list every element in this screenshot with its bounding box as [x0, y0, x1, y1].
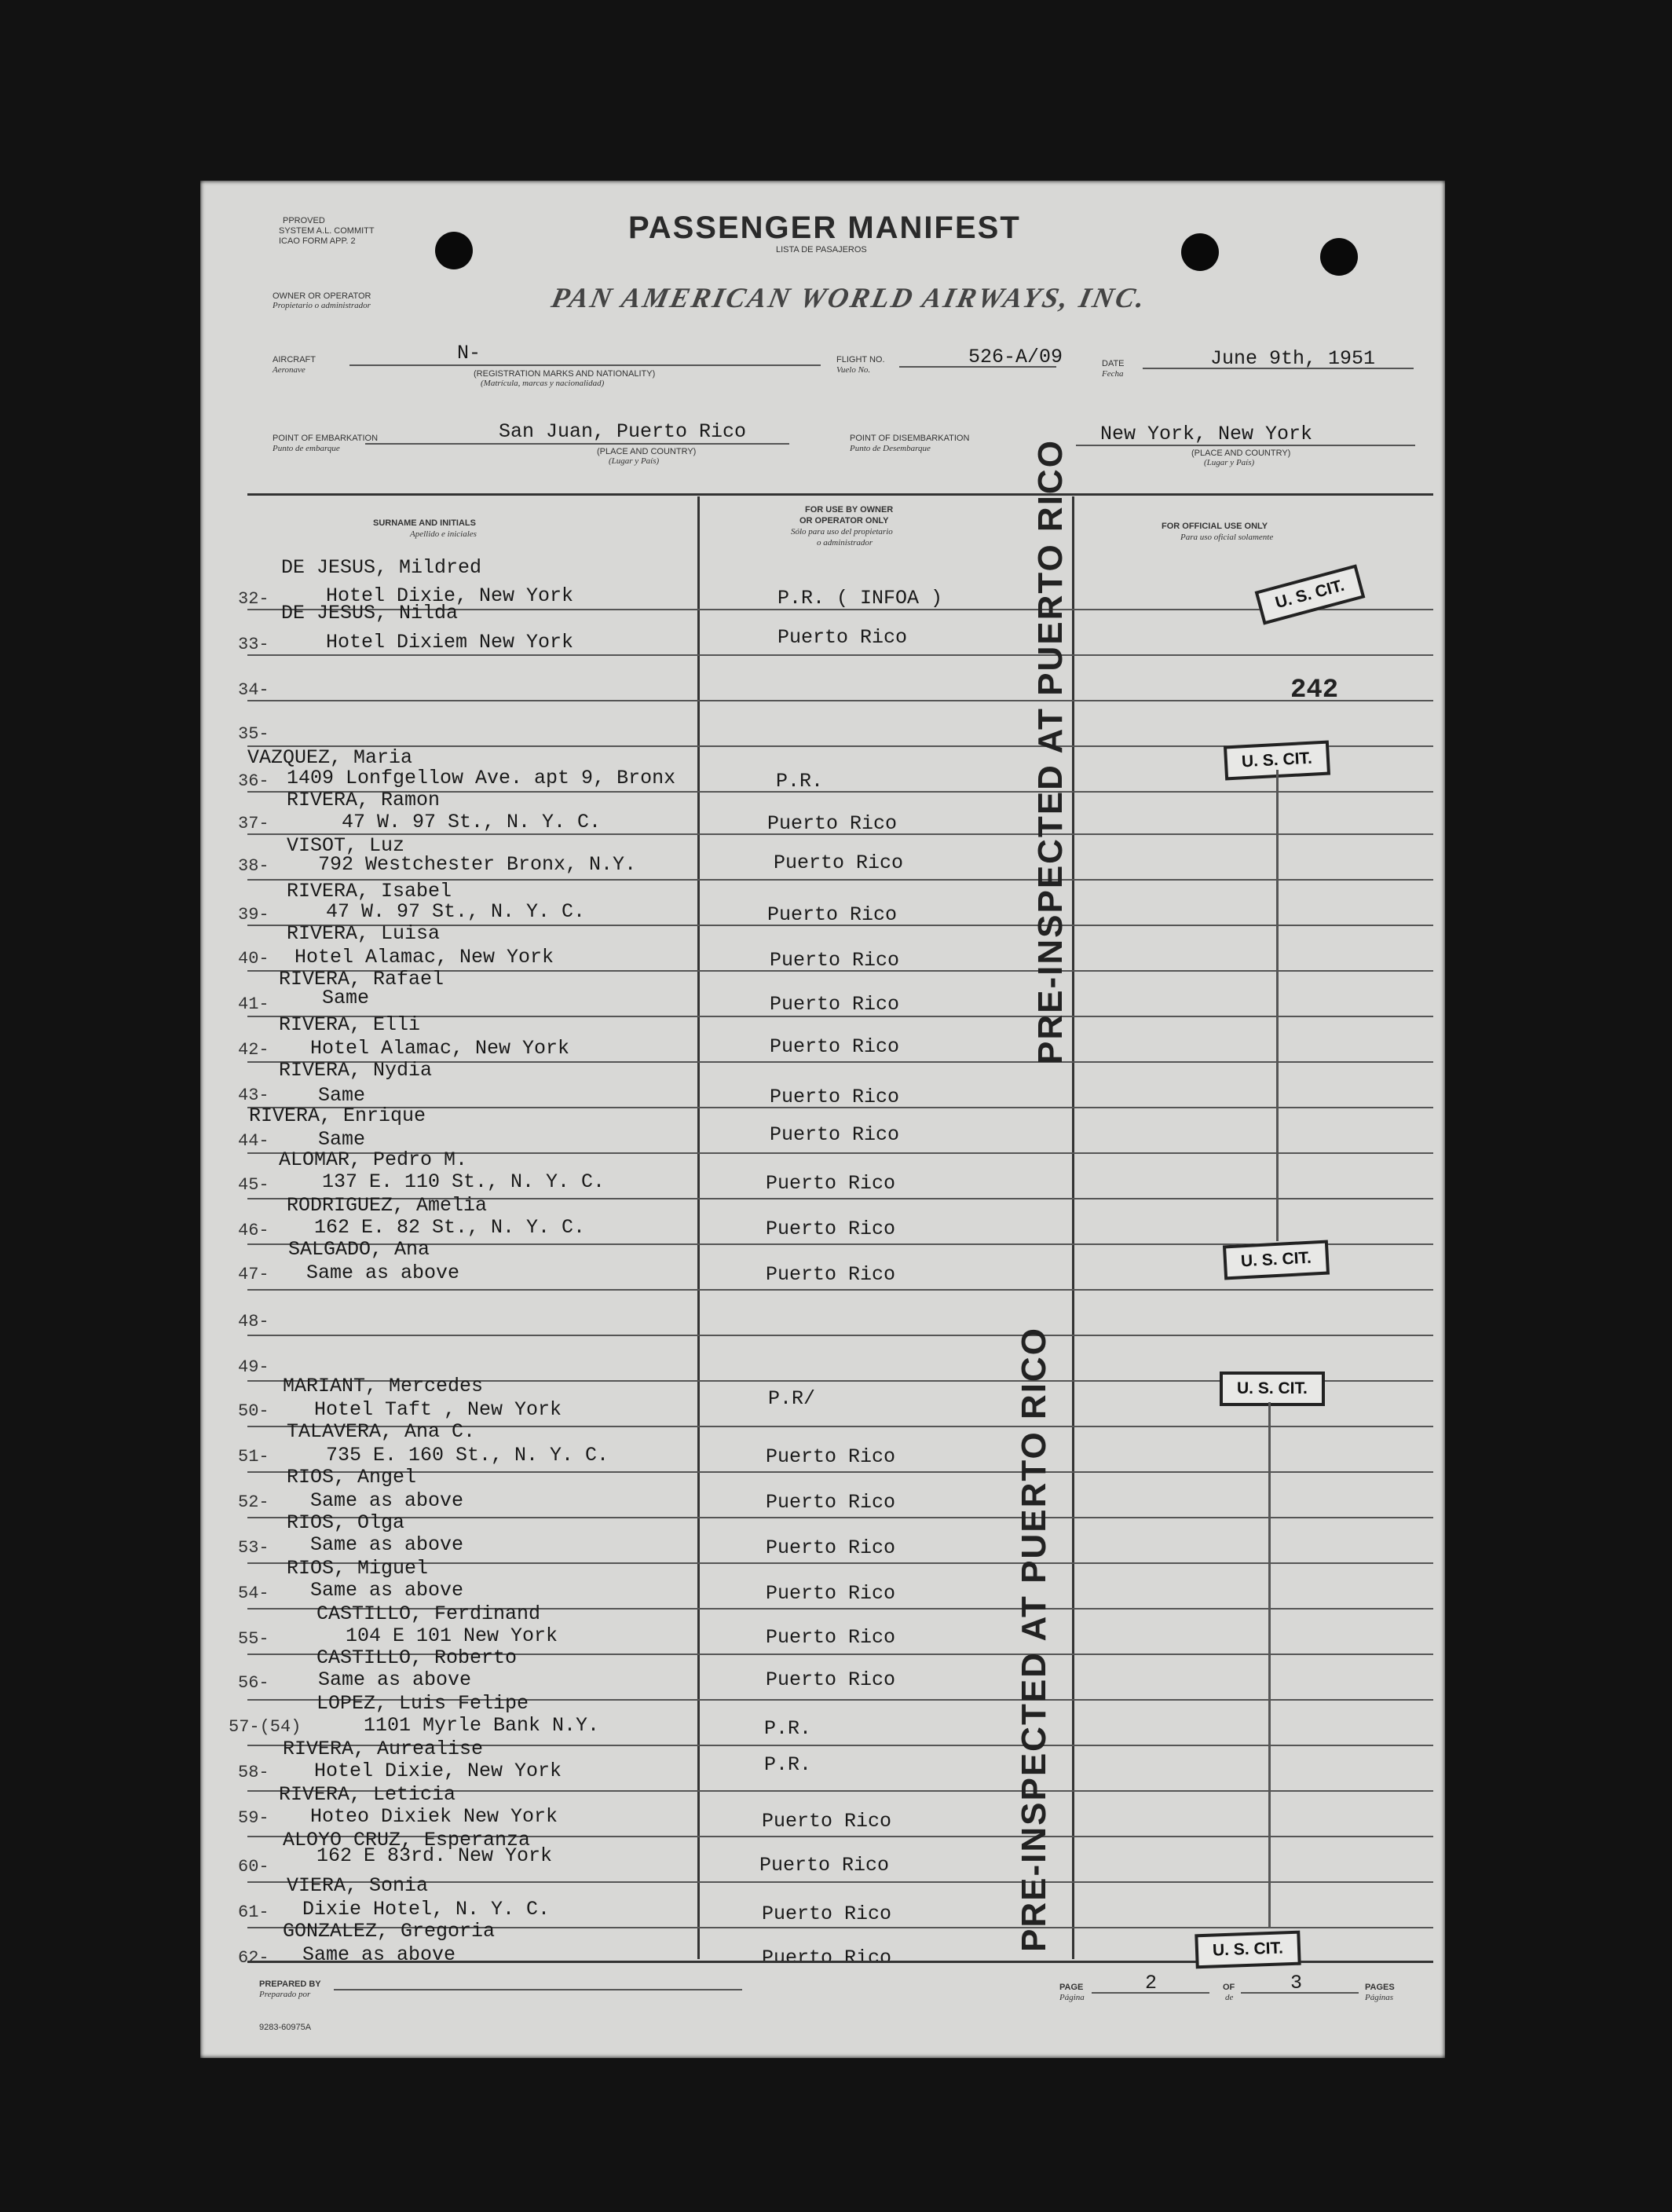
row-number: 50- [238, 1401, 269, 1421]
embark-underline [365, 443, 789, 445]
owner-note: P.R. [764, 1753, 812, 1776]
disembark-label-es: Punto de Desembarque [850, 444, 931, 453]
owner-note: Puerto Rico [770, 949, 900, 972]
passenger-address: Hotel Alamac, New York [310, 1037, 570, 1060]
owner-note: Puerto Rico [774, 851, 904, 874]
passenger-address: Hotel Taft , New York [314, 1398, 562, 1421]
passenger-address: 792 Westchester Bronx, N.Y. [318, 853, 637, 876]
pages-label: PAGES [1365, 1983, 1395, 1992]
of-underline [1241, 1992, 1359, 1994]
passenger-address: Same [322, 987, 370, 1009]
owner-note: Puerto Rico [766, 1536, 896, 1559]
passenger-address: 1101 Myrle Bank N.Y. [364, 1714, 600, 1737]
page-title-es: LISTA DE PASAJEROS [776, 245, 867, 255]
passenger-address: Same [318, 1084, 366, 1107]
owner-note: Puerto Rico [766, 1218, 896, 1240]
aircraft-value: N- [457, 342, 481, 364]
date-label: DATE [1102, 359, 1125, 368]
passenger-name: LOPEZ, Luis Felipe [316, 1692, 529, 1715]
row-number: 36- [238, 771, 269, 791]
passenger-address: Hotel Alamac, New York [295, 946, 554, 969]
approval-line-3: ICAO FORM APP. 2 [279, 236, 356, 246]
passenger-address: 104 E 101 New York [346, 1624, 558, 1647]
owner-note: Puerto Rico [767, 903, 898, 926]
row-number: 62- [238, 1948, 269, 1968]
owner-note: Puerto Rico [766, 1668, 896, 1691]
us-cit-stamp: U. S. CIT. [1255, 564, 1366, 624]
passenger-name: RIVERA, Enrique [249, 1104, 426, 1127]
passenger-name: SALGADO, Ana [288, 1238, 430, 1261]
col-header-official-es: Para uso oficial solamente [1180, 533, 1274, 542]
flight-label: FLIGHT NO. [836, 355, 885, 364]
owner-note: Puerto Rico [766, 1582, 896, 1605]
row-number: 38- [238, 856, 269, 876]
date-underline [1143, 368, 1414, 369]
passenger-address: Same as above [318, 1668, 472, 1691]
passenger-name: RIVERA, Isabel [287, 880, 452, 903]
preinspected-stamp-lower: PRE-INSPECTED AT PUERTO RICO [1015, 1327, 1053, 1952]
row-number: 44- [238, 1131, 269, 1151]
row-number: 56- [238, 1673, 269, 1693]
owner-note: Puerto Rico [767, 812, 898, 835]
row-number: 57-(54) [229, 1717, 302, 1737]
row-number: 39- [238, 905, 269, 925]
flight-value: 526-A/09 [968, 346, 1063, 368]
embark-label: POINT OF EMBARKATION [273, 434, 379, 443]
embark-place-label-es: (Lugar y País) [609, 456, 660, 466]
owner-note: Puerto Rico [759, 1854, 890, 1877]
passenger-name: RIOS, Miguel [287, 1557, 429, 1580]
passenger-name: CASTILLO, Ferdinand [316, 1602, 541, 1625]
disembark-place-label-es: (Lugar y País) [1204, 458, 1255, 467]
row-rule [247, 1289, 1433, 1291]
registration-label-es: (Matrícula, marcas y nacionalidad) [481, 379, 605, 388]
passenger-address: Same as above [306, 1262, 460, 1284]
row-number: 59- [238, 1808, 269, 1828]
handwritten-count: 242 [1290, 676, 1339, 705]
passenger-name: RIVERA, Leticia [279, 1783, 456, 1806]
passenger-address: Same as above [310, 1489, 464, 1512]
us-cit-stamp: U. S. CIT. [1224, 741, 1330, 781]
passenger-address: 137 E. 110 St., N. Y. C. [322, 1170, 606, 1193]
row-number: 32- [238, 589, 269, 609]
passenger-address: Hotel Dixie, New York [314, 1760, 562, 1782]
row-number: 35- [238, 724, 269, 744]
disembark-label: POINT OF DISEMBARKATION [850, 434, 970, 443]
disembark-underline [1076, 445, 1415, 446]
prepared-label: PREPARED BY [259, 1979, 321, 1989]
prepared-label-es: Preparado por [259, 1990, 311, 1999]
aircraft-label-es: Aeronave [273, 365, 305, 375]
page-label-es: Página [1059, 1993, 1085, 2002]
col-header-owner-es-2: o administrador [817, 538, 873, 548]
punch-hole-1 [435, 232, 473, 269]
owner-note: Puerto Rico [766, 1491, 896, 1514]
of-value: 3 [1290, 1972, 1303, 1994]
passenger-address: Hoteo Dixiek New York [310, 1805, 558, 1828]
passenger-address: 162 E 83rd. New York [316, 1844, 553, 1867]
flight-underline [899, 366, 1056, 368]
passenger-address: 47 W. 97 St., N. Y. C. [326, 900, 586, 923]
row-number: 42- [238, 1040, 269, 1060]
owner-note: Puerto Rico [770, 1086, 900, 1108]
passenger-address: Hotel Dixie, New York [326, 584, 574, 607]
row-number: 33- [238, 635, 269, 654]
row-number: 54- [238, 1584, 269, 1603]
row-number: 47- [238, 1265, 269, 1284]
pages-label-es: Páginas [1365, 1993, 1394, 2002]
us-cit-stamp: U. S. CIT. [1223, 1240, 1330, 1280]
passenger-address: Dixie Hotel, N. Y. C. [302, 1898, 551, 1921]
passenger-name: CASTILLO, Roberto [316, 1646, 518, 1669]
passenger-name: RIOS, Olga [287, 1511, 405, 1534]
owner-label-es: Propietario o administrador [273, 301, 371, 310]
disembark-place-label: (PLACE AND COUNTRY) [1191, 449, 1291, 458]
owner-note: P.R. ( INFOA ) [777, 587, 943, 610]
passenger-name: DE JESUS, Mildred [281, 556, 482, 579]
passenger-name: VIERA, Sonia [287, 1874, 429, 1897]
passenger-address: Same as above [302, 1943, 456, 1966]
col-header-official: FOR OFFICIAL USE ONLY [1162, 522, 1268, 531]
passenger-address: Hotel Dixiem New York [326, 631, 574, 654]
passenger-address: Same as above [310, 1533, 464, 1556]
col-header-owner-es-1: Sólo para uso del propietario [791, 527, 893, 537]
row-number: 60- [238, 1857, 269, 1877]
us-cit-stamp: U. S. CIT. [1195, 1931, 1301, 1969]
row-rule [247, 833, 1433, 835]
owner-note: Puerto Rico [762, 1810, 892, 1833]
owner-note: Puerto Rico [766, 1263, 896, 1286]
column-divider-2 [1072, 496, 1074, 1959]
row-number: 34- [238, 680, 269, 700]
owner-note: Puerto Rico [766, 1626, 896, 1649]
row-number: 43- [238, 1086, 269, 1105]
row-number: 58- [238, 1763, 269, 1782]
passenger-name: ALOYO CRUZ, Esperanza [283, 1829, 531, 1851]
bracket-line-lower [1268, 1402, 1271, 1928]
owner-note: P.R. [776, 770, 824, 793]
passenger-address: 47 W. 97 St., N. Y. C. [342, 811, 602, 833]
passenger-address: Same [318, 1128, 366, 1151]
of-label-es: de [1225, 1993, 1234, 2002]
date-value: June 9th, 1951 [1210, 347, 1376, 370]
passenger-name: RIVERA, Aurealise [283, 1738, 484, 1760]
passenger-name: MARIANT, Mercedes [283, 1375, 484, 1397]
row-rule [247, 654, 1433, 656]
row-number: 61- [238, 1903, 269, 1922]
owner-note: Puerto Rico [766, 1445, 896, 1468]
passenger-name: RIVERA, Nydia [279, 1059, 433, 1082]
owner-note: Puerto Rico [762, 1946, 892, 1969]
passenger-name: DE JESUS, Nilda [281, 602, 459, 624]
row-number: 41- [238, 994, 269, 1014]
passenger-name: RIVERA, Elli [279, 1013, 421, 1036]
owner-note: Puerto Rico [762, 1903, 892, 1925]
us-cit-stamp: U. S. CIT. [1220, 1372, 1325, 1406]
page-label: PAGE [1059, 1983, 1084, 1992]
row-number: 48- [238, 1312, 269, 1331]
company-name: PAN AMERICAN WORLD AIRWAYS, INC. [548, 282, 1151, 313]
owner-note: Puerto Rico [770, 993, 900, 1016]
passenger-name: GONZALEZ, Gregoria [283, 1920, 496, 1943]
passenger-name: VISOT, Luz [287, 834, 405, 857]
manifest-page [200, 181, 1445, 2058]
passenger-name: VAZQUEZ, Maria [247, 746, 413, 769]
registration-label: (REGISTRATION MARKS AND NATIONALITY) [474, 369, 656, 379]
col-header-surname: SURNAME AND INITIALS [373, 518, 476, 528]
column-divider-1 [697, 496, 700, 1959]
owner-note: Puerto Rico [766, 1172, 896, 1195]
page-title: PASSENGER MANIFEST [628, 211, 1021, 245]
row-rule [247, 1016, 1433, 1017]
col-header-surname-es: Apellido e iniciales [410, 529, 477, 539]
row-rule [247, 1471, 1433, 1473]
row-rule [247, 1335, 1433, 1336]
prepared-underline [334, 1989, 742, 1990]
embark-place-label: (PLACE AND COUNTRY) [597, 447, 697, 456]
preinspected-stamp-upper: PRE-INSPECTED AT PUERTO RICO [1031, 439, 1070, 1064]
passenger-address: 735 E. 160 St., N. Y. C. [326, 1444, 609, 1467]
disembark-value: New York, New York [1100, 423, 1313, 445]
form-code: 9283-60975A [259, 2023, 312, 2032]
owner-note: Puerto Rico [777, 626, 908, 649]
col-header-owner-1: FOR USE BY OWNER [805, 505, 894, 515]
embark-label-es: Punto de embarque [273, 444, 340, 453]
aircraft-label: AIRCRAFT [273, 355, 316, 364]
bracket-line-upper [1276, 770, 1279, 1241]
aircraft-underline [349, 364, 821, 366]
col-header-owner-2: OR OPERATOR ONLY [799, 516, 889, 526]
row-number: 53- [238, 1538, 269, 1558]
owner-note: P.R. [764, 1717, 812, 1740]
passenger-name: RODRIGUEZ, Amelia [287, 1194, 488, 1217]
row-rule [247, 1517, 1433, 1518]
owner-label: OWNER OR OPERATOR [273, 291, 371, 301]
table-top-border [247, 493, 1433, 496]
passenger-name: ALOMAR, Pedro M. [279, 1148, 468, 1171]
row-number: 37- [238, 814, 269, 833]
approval-line-1: PPROVED [283, 216, 325, 225]
passenger-address: Same as above [310, 1579, 464, 1602]
punch-hole-3 [1320, 238, 1358, 276]
row-number: 46- [238, 1221, 269, 1240]
passenger-name: RIVERA, Ramon [287, 789, 441, 811]
embark-value: San Juan, Puerto Rico [499, 420, 747, 443]
passenger-name: TALAVERA, Ana C. [287, 1420, 476, 1443]
passenger-name: RIOS, Angel [287, 1466, 417, 1489]
row-number: 55- [238, 1629, 269, 1649]
row-number: 40- [238, 949, 269, 969]
page-underline [1092, 1992, 1209, 1994]
page-value: 2 [1145, 1972, 1158, 1994]
passenger-name: RIVERA, Rafael [279, 968, 445, 991]
owner-note: P.R/ [768, 1387, 816, 1410]
punch-hole-2 [1181, 233, 1219, 271]
row-number: 51- [238, 1447, 269, 1467]
owner-note: Puerto Rico [770, 1123, 900, 1146]
row-number: 45- [238, 1175, 269, 1195]
passenger-address: 162 E. 82 St., N. Y. C. [314, 1216, 586, 1239]
row-number: 52- [238, 1492, 269, 1512]
passenger-address: 1409 Lonfgellow Ave. apt 9, Bronx [287, 767, 676, 789]
owner-note: Puerto Rico [770, 1035, 900, 1058]
flight-label-es: Vuelo No. [836, 365, 871, 375]
row-rule [247, 700, 1433, 701]
row-number: 49- [238, 1357, 269, 1377]
passenger-name: RIVERA, Luisa [287, 922, 441, 945]
of-label: OF [1223, 1983, 1235, 1992]
date-label-es: Fecha [1102, 369, 1124, 379]
approval-line-2: SYSTEM A.L. COMMITT [279, 226, 375, 236]
